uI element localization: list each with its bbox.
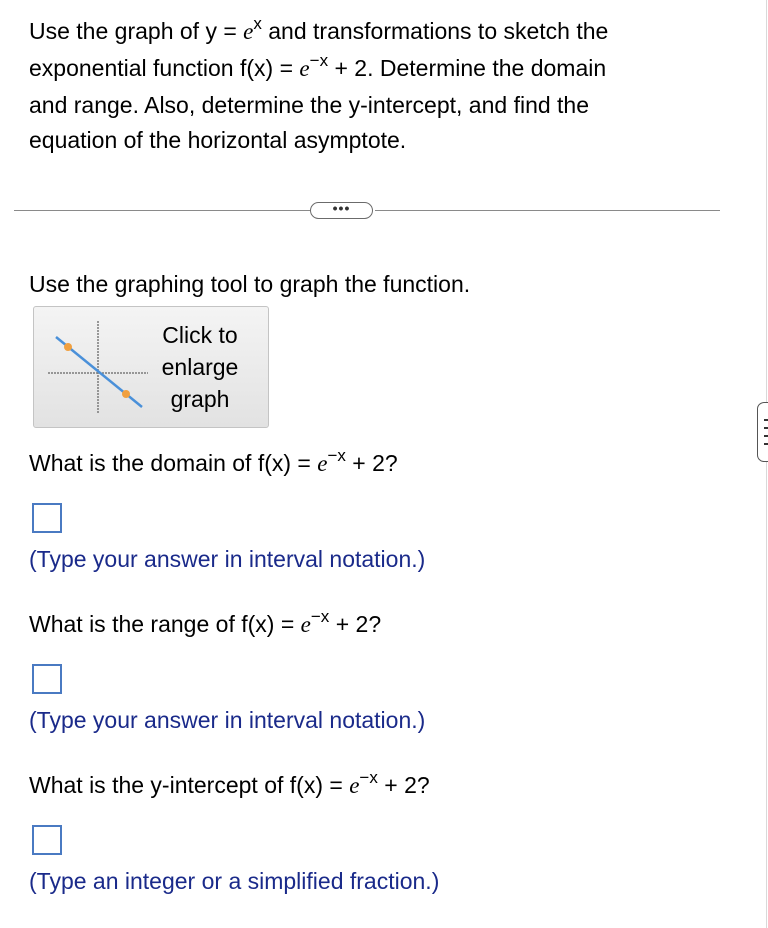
panel-border — [766, 0, 767, 928]
range-question: What is the range of $f(x) = e^{-x} + 2$? — [29, 607, 382, 637]
graph-instruction: Use the graphing tool to graph the function. — [29, 271, 471, 297]
menu-line-icon — [764, 435, 768, 437]
range-answer-input[interactable] — [32, 664, 62, 694]
enlarge-graph-label: Click to enlarge graph — [161, 322, 239, 412]
y-intercept-answer-input[interactable] — [32, 825, 62, 855]
problem-statement — [29, 14, 729, 158]
domain-answer-input[interactable] — [32, 503, 62, 533]
y-intercept-question: What is the y-intercept of $f(x) = e^{-x} + 2$? — [29, 768, 430, 798]
menu-line-icon — [764, 443, 768, 445]
problem-line-2: exponential function $f(x) = e^{-x} + 2$. Determine the domain — [29, 51, 607, 81]
domain-question: What is the domain of $f(x) = e^{-x} + 2$? — [29, 446, 398, 476]
problem-line-3: and range. Also, determine the y-intercept, and find the — [29, 92, 590, 118]
range-answer-hint: (Type your answer in interval notation.) — [29, 707, 426, 733]
graph-thumbnail-icon — [42, 317, 152, 417]
divider — [375, 210, 720, 211]
problem-line-1: Use the graph of $y = e^x$ and transformations to sketch the — [29, 14, 609, 44]
enlarge-graph-button[interactable] — [33, 306, 269, 428]
menu-line-icon — [764, 419, 768, 421]
expand-more-button[interactable]: ••• — [310, 202, 373, 219]
divider — [14, 210, 310, 211]
problem-line-4: equation of the horizontal asymptote. — [29, 127, 407, 153]
y-intercept-answer-hint: (Type an integer or a simplified fraction.) — [29, 868, 440, 894]
menu-line-icon — [764, 427, 768, 429]
side-panel-toggle[interactable] — [757, 402, 768, 462]
domain-answer-hint: (Type your answer in interval notation.) — [29, 546, 426, 572]
